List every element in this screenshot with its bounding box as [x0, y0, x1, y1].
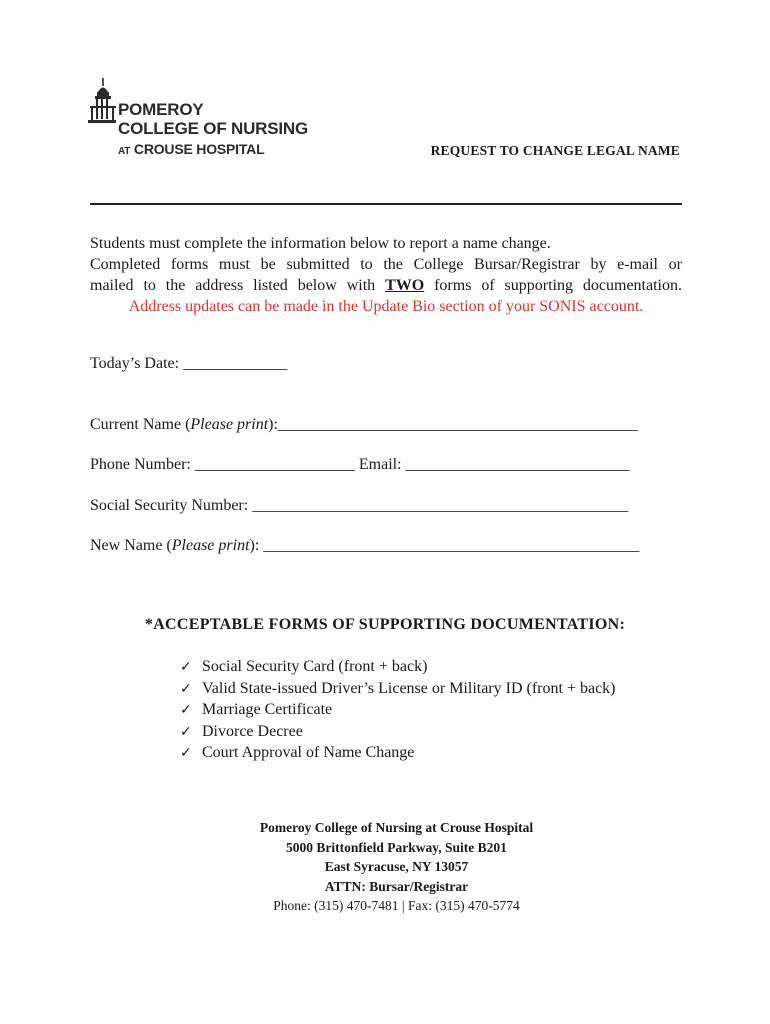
- two-emphasis: TWO: [385, 277, 425, 294]
- phone-label: Phone Number:: [90, 456, 195, 473]
- new-name-field[interactable]: [90, 537, 639, 555]
- logo-line-2: COLLEGE OF NURSING: [118, 119, 309, 138]
- title-divider: [90, 203, 682, 205]
- documentation-heading: *ACCEPTABLE FORMS OF SUPPORTING DOCUMENTATION:: [144, 616, 626, 633]
- new-name-label: New Name (: [90, 537, 172, 554]
- list-item: [180, 742, 616, 764]
- list-item: [180, 699, 616, 721]
- logo-line-3-prefix: AT: [118, 146, 131, 157]
- address-institution: Pomeroy College of Nursing at Crouse Hospital: [259, 820, 534, 835]
- list-item: [180, 678, 616, 700]
- new-name-hint: Please print: [171, 537, 250, 554]
- intro-line-3-end: forms of supporting documentation.: [424, 277, 682, 294]
- phone-blank[interactable]: ____________________: [194, 456, 355, 473]
- address-street: 5000 Brittonfield Parkway, Suite B201: [286, 839, 507, 855]
- intro-line-3: [90, 275, 682, 296]
- ssn-label: Social Security Number:: [90, 497, 253, 514]
- checkmark-icon: ✓: [180, 745, 192, 761]
- ssn-blank[interactable]: _______________________________________________: [252, 497, 629, 514]
- intro-line-1: Students must complete the information below to report a name change.: [90, 235, 551, 252]
- logo-line-1: POMEROY: [118, 100, 204, 119]
- email-label: Email:: [354, 456, 406, 473]
- todays-date-label: Today’s Date:: [90, 355, 184, 372]
- instructions-paragraph: [90, 233, 682, 317]
- address-city: East Syracuse, NY 13057: [324, 859, 469, 874]
- list-item-text: Valid State-issued Driver’s License or Military ID (front + back): [202, 679, 616, 697]
- current-name-hint: Please print: [190, 416, 269, 433]
- intro-line-3-start: mailed to the address listed below with: [90, 277, 386, 294]
- current-name-field[interactable]: [90, 416, 638, 434]
- logo-line-3-main: CROUSE HOSPITAL: [133, 141, 265, 157]
- phone-email-row: [90, 456, 630, 474]
- current-name-blank[interactable]: _____________________________________________: [277, 416, 638, 433]
- todays-date-field[interactable]: [90, 355, 287, 373]
- checkmark-icon: ✓: [180, 680, 192, 697]
- list-item-text: Marriage Certificate: [202, 701, 333, 718]
- checkmark-icon: ✓: [180, 702, 192, 718]
- college-logo: [88, 78, 318, 164]
- intro-line-2: Completed forms must be submitted to the College Bursar/Registrar by e-mail or: [90, 256, 682, 273]
- checkmark-icon: ✓: [180, 723, 192, 740]
- list-item: [180, 721, 616, 743]
- todays-date-blank[interactable]: _____________: [183, 355, 288, 372]
- new-name-blank[interactable]: _______________________________________________: [263, 537, 640, 554]
- list-item-text: Divorce Decree: [202, 722, 303, 740]
- documentation-list: [180, 656, 616, 764]
- new-name-label-end: ):: [249, 537, 264, 554]
- logo-line-3: [118, 141, 264, 157]
- list-item: [180, 656, 616, 678]
- address-update-note: Address updates can be made in the Update Bio section of your SONIS account.: [128, 298, 644, 315]
- current-name-label: Current Name (: [90, 416, 191, 433]
- mailing-address: [0, 818, 770, 916]
- checkmark-icon: ✓: [180, 659, 192, 675]
- address-contact: Phone: (315) 470-7481 | Fax: (315) 470-5774: [273, 898, 520, 913]
- ssn-field[interactable]: [90, 497, 628, 515]
- list-item-text: Court Approval of Name Change: [202, 744, 415, 761]
- current-name-label-end: ):: [268, 416, 278, 433]
- email-blank[interactable]: ____________________________: [405, 456, 630, 473]
- page-title: REQUEST TO CHANGE LEGAL NAME: [430, 143, 680, 158]
- building-dome-icon: [88, 78, 116, 128]
- address-attn: ATTN: Bursar/Registrar: [324, 878, 469, 894]
- list-item-text: Social Security Card (front + back): [202, 658, 428, 675]
